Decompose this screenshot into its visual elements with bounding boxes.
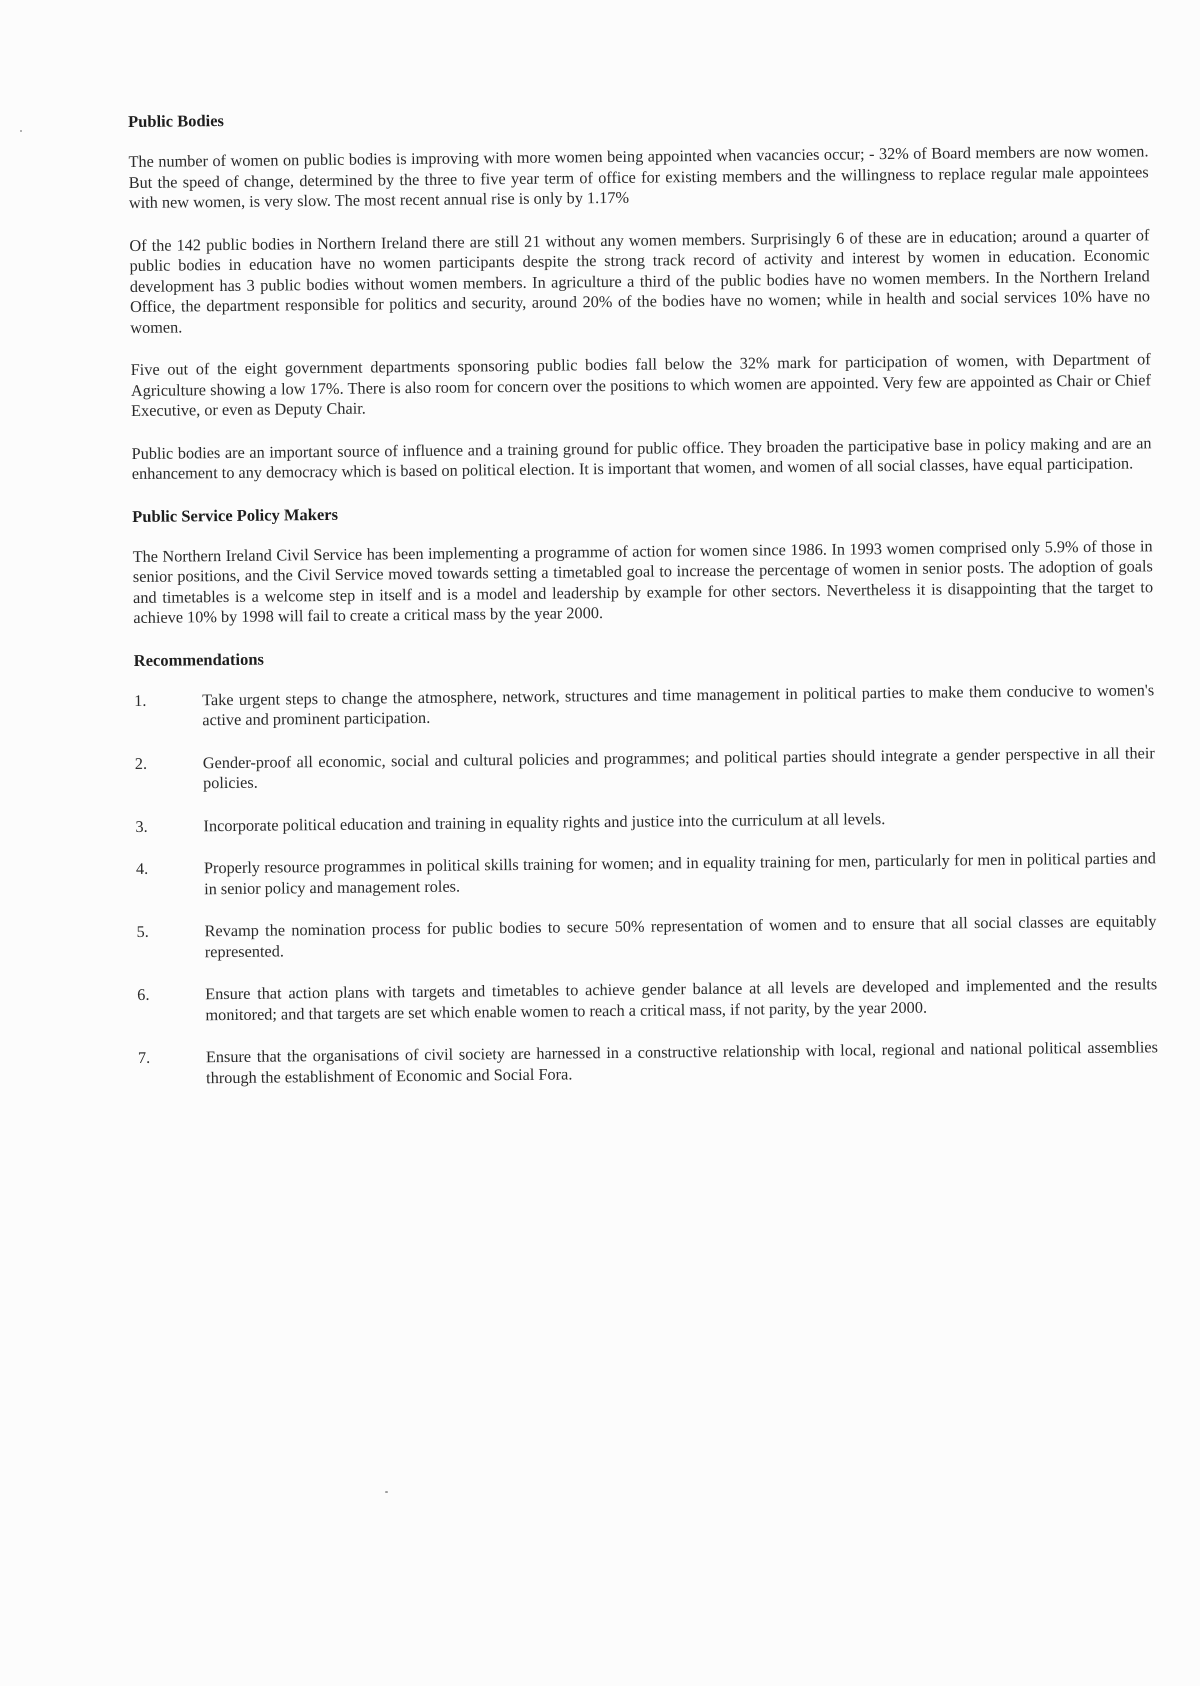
scan-speck [385, 1491, 388, 1493]
recommendation-text: Properly resource programmes in political skills training for women; and in equality training for men, particularly for men in political parties and in senior policy and management roles. [203, 848, 1156, 898]
recommendations-list [134, 680, 1158, 1089]
document-body [128, 101, 1158, 1111]
section-public-service-policy-makers [132, 496, 1153, 629]
recommendation-text: Gender-proof all economic, social and cultural policies and programmes; and political parties should integrate a gender perspective in all their policies. [202, 742, 1155, 793]
paragraph: The number of women on public bodies is improving with more women being appointed when vacancies occur; - 32% of Board members are now women. But the speed of change, determined by the three to five year term of office for existing members and the willingness to replace regular male appointees with new women, is very slow. The most recent annual rise is only by 1.17% [128, 141, 1149, 212]
recommendation-number: 3. [135, 816, 148, 836]
recommendation-text: Revamp the nomination process for public bodies to secure 50% representation of women and to ensure that all social classes are equitably represented. [204, 911, 1157, 961]
section-heading: Public Service Policy Makers [132, 504, 339, 526]
recommendation-text: Ensure that the organisations of civil society are harnessed in a constructive relationship with local, regional and national political assemblies through the establishment of Economic and Social Fora. [205, 1037, 1158, 1087]
section-heading: Public Bodies [128, 110, 225, 131]
recommendation-item [138, 1037, 1158, 1089]
recommendation-text: Take urgent steps to change the atmosphere, network, structures and time management in political parties to make them conducive to women's active and prominent participation. [202, 679, 1155, 730]
paragraph: Five out of the eight government departments sponsoring public bodies fall below the 32% mark for participation of women, with Department of Agriculture showing a low 17%. There is also room for concern over the positions to which women are appointed. Very few are appointed as Chair or Chief Executive, or even as Deputy Chair. [130, 349, 1151, 420]
recommendation-number: 6. [137, 984, 150, 1004]
section-heading: Recommendations [133, 649, 264, 670]
recommendation-number: 7. [137, 1047, 151, 1067]
paragraph: Of the 142 public bodies in Northern Ireland there are still 21 without any women members. Surprisingly 6 of these are in education; around a quarter of public bodies in education have no women participants despite the strong track record of activity and interest by women in education. Economic development has 3 public bodies without women members. In agriculture a third of the public bodies have no women members. In the Northern Ireland Office, the department responsible for politics and security, around 20% of the bodies have no women; while in health and social services 10% have no women. [129, 224, 1151, 337]
section-recommendations [134, 640, 1159, 1089]
recommendation-item [135, 806, 1155, 837]
recommendation-number: 5. [136, 921, 149, 941]
section-public-bodies [128, 101, 1152, 484]
recommendation-item [137, 974, 1157, 1026]
paragraph: The Northern Ireland Civil Service has been implementing a programme of action for women since 1986. In 1993 women comprised only 5.9% of those in senior positions, and the Civil Service moved towards setting a timetabled goal to increase the percentage of women in senior posts. The adoption of goals and timetables is a welcome step in itself and is a model and leadership by example for other sectors. Nevertheless it is disappointing that the target to achieve 10% by 1998 will fail to create a critical mass by the year 2000. [132, 535, 1154, 627]
paragraph: Public bodies are an important source of influence and a training ground for public office. They broaden the participative base in policy making and are an enhancement to any democracy which is based on political election. It is important that women, and women of all social classes, have equal participation. [131, 432, 1152, 483]
recommendation-item [136, 911, 1156, 963]
recommendation-number: 1. [134, 690, 147, 710]
recommendation-item [136, 848, 1156, 900]
scan-speck [20, 130, 22, 132]
recommendation-item [135, 743, 1155, 795]
recommendation-number: 2. [134, 753, 148, 773]
recommendation-number: 4. [135, 858, 149, 878]
recommendation-item [134, 680, 1154, 732]
recommendation-text: Incorporate political education and training in equality rights and justice into the curriculum at all levels. [203, 808, 886, 835]
recommendation-text: Ensure that action plans with targets and timetables to achieve gender balance at all levels are developed and implemented and the results monitored; and that targets are set which enable women to reach a critical mass, if not parity, by the year 2000. [205, 974, 1158, 1024]
